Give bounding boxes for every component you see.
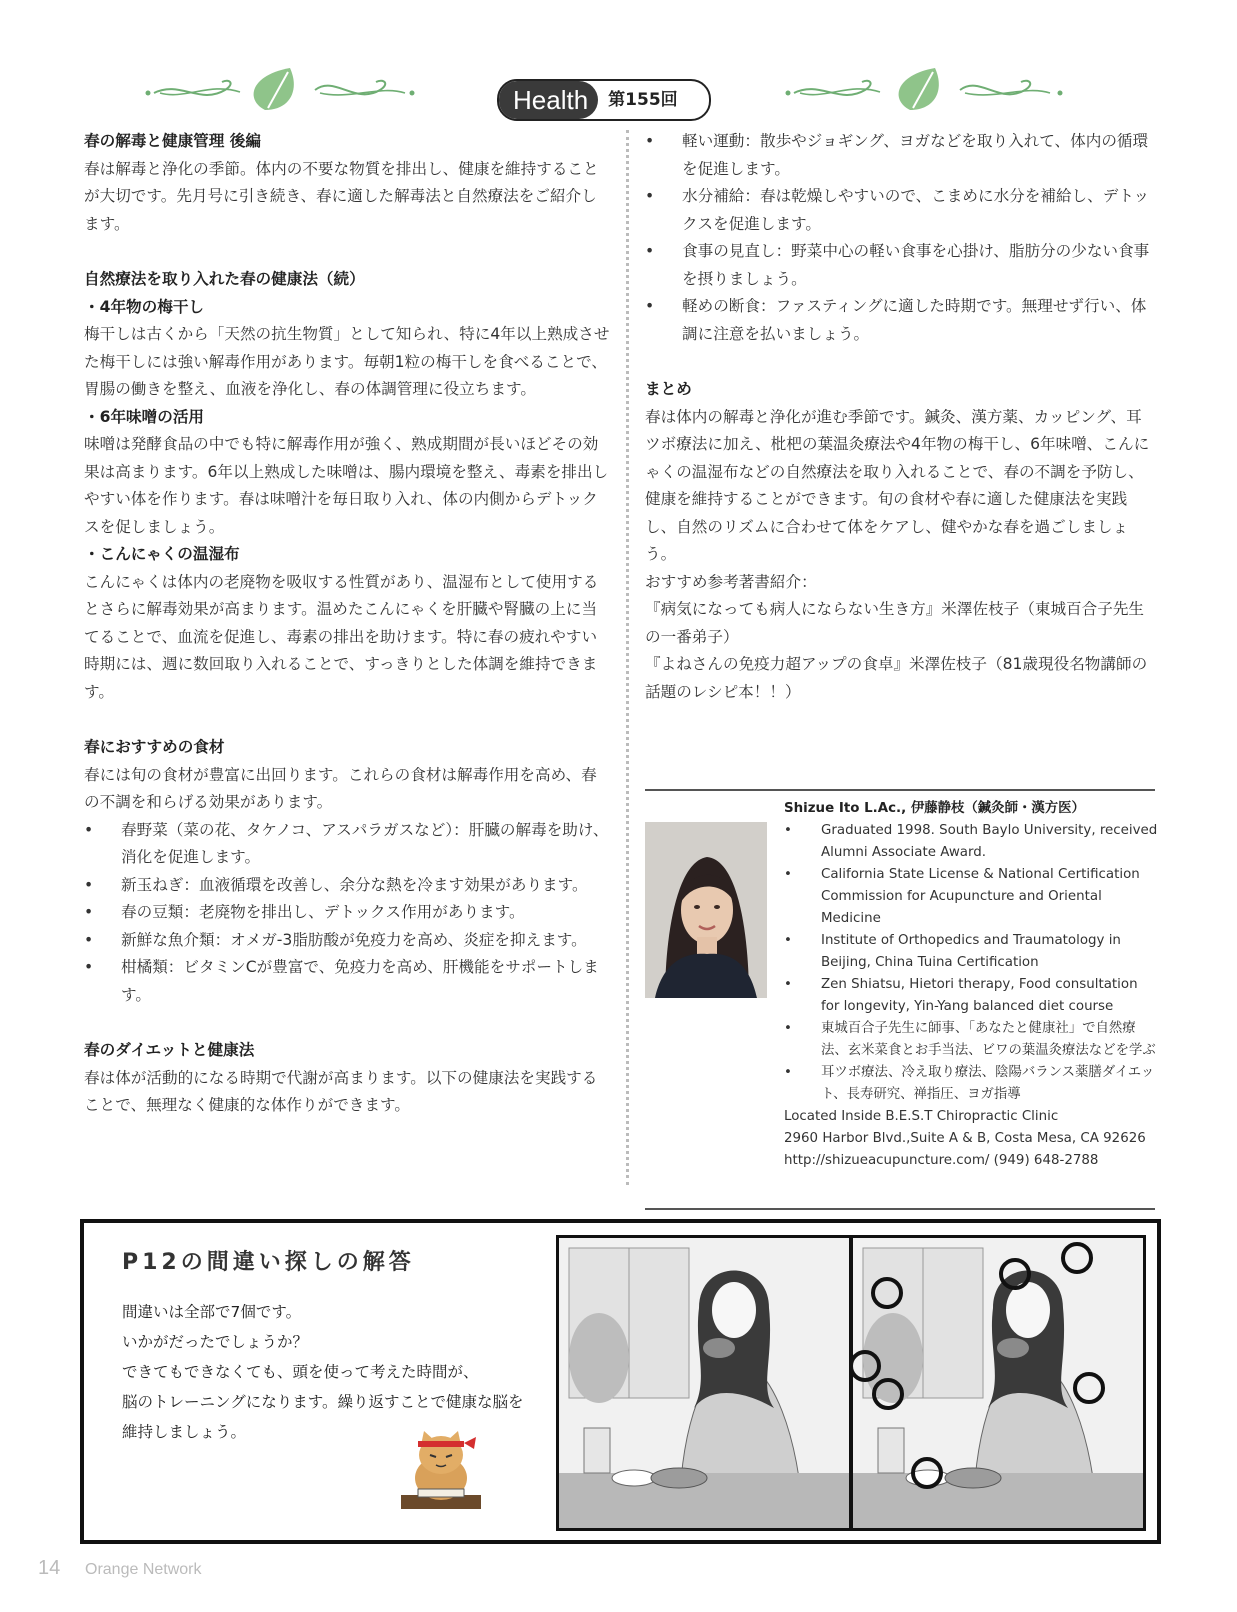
list-item: • 耳ツボ療法、冷え取り療法、陰陽バランス薬膳ダイエット、長寿研究、禅指圧、ヨガ指導: [784, 1062, 1159, 1106]
quiz-line: できてもできなくても、頭を使って考えた時間が、: [122, 1363, 479, 1381]
food-paragraph: 春には旬の食材が豊富に出回ります。これらの食材は解毒作用を高め、春の不調を和らげる効果があります。: [84, 765, 597, 811]
author-name: Shizue Ito L.Ac., 伊藤静枝（鍼灸師・漢方医）: [784, 801, 1085, 816]
publication-name: Orange Network: [85, 1561, 202, 1578]
intro-heading: 春の解毒と健康管理 後編: [84, 132, 261, 150]
quiz-title: P12の間違い探しの解答: [122, 1250, 415, 1275]
book-recommendation-1: 『病気になっても病人にならない生き方』米澤佐枝子（東城百合子先生の一番弟子）: [645, 600, 1145, 646]
left-column: [84, 128, 612, 1120]
issue-number: 第155回: [608, 90, 678, 110]
page-number: 14: [38, 1557, 61, 1579]
konnyaku-paragraph: こんにゃくは体内の老廃物を吸収する性質があり、温湿布として使用するとさらに解毒効果が高まります。温めたこんにゃくを肝臓や腎臓の上に当てることで、血流を促進し、毒素の排出を助けます。特に春の疲れやすい時期には、週に数回取り入れることで、すっきりとした体調を維持できます。: [84, 572, 599, 701]
credentials-list: [784, 820, 1159, 1106]
konnyaku-heading: ・こんにゃくの温湿布: [84, 545, 240, 563]
list-item: • 食事の見直し：野菜中心の軽い食事を心掛け、脂肪分の少ない食事を摂りましょう。: [645, 238, 1150, 293]
list-item: • Institute of Orthopedics and Traumatology in Beijing, China Tuina Certification: [784, 930, 1159, 974]
list-item: • 柑橘類：ビタミンCが豊富で、免疫力を高め、肝機能をサポートします。: [84, 954, 612, 1009]
vine-ornament-right: [780, 60, 1070, 120]
natural-remedies-heading: 自然療法を取り入れた春の健康法（続）: [84, 270, 365, 288]
vine-ornament-left: [140, 60, 420, 120]
profile-top-rule: [645, 789, 1155, 791]
clinic-contact: http://shizueacupuncture.com/ (949) 648-2788: [784, 1153, 1099, 1168]
diet-paragraph: 春は体が活動的になる時期で代謝が高まります。以下の健康法を実践することで、無理なく健康的な体作りができます。: [84, 1068, 598, 1114]
summary-paragraph: 春は体内の解毒と浄化が進む季節です。鍼灸、漢方薬、カッピング、耳ツボ療法に加え、枇杷の葉温灸療法や4年物の梅干し、6年味噌、こんにゃくの温湿布などの自然療法を取り入れることで、春の不調を予防し、健康を維持することができます。旬の食材や春に適した健康法を実践し、自然のリズムに合わせて体をケアし、健やかな春を過ごしましょう。: [645, 407, 1150, 563]
list-item: • California State License & National Certification Commission for Acupuncture and Oriental Medicine: [784, 864, 1159, 930]
list-item: • 軽めの断食：ファスティングに適した時期です。無理せず行い、体調に注意を払いましょう。: [645, 293, 1150, 348]
spot-the-difference-answer: [80, 1219, 1161, 1544]
column-divider: [626, 130, 629, 1185]
quiz-line: いかがだったでしょうか？: [122, 1333, 309, 1351]
right-column: [645, 128, 1150, 706]
quiz-line: 脳のトレーニングになります。繰り返すことで健康な脳を: [122, 1393, 524, 1411]
list-item: • 新玉ねぎ：血液循環を改善し、余分な熱を冷ます効果があります。: [84, 872, 612, 900]
list-item: • Graduated 1998. South Baylo University, received Alumni Associate Award.: [784, 820, 1159, 864]
umeboshi-heading: ・4年物の梅干し: [84, 297, 205, 316]
umeboshi-paragraph: 梅干しは古くから「天然の抗生物質」として知られ、特に4年以上熟成させた梅干しには強い解毒作用があります。毎朝1粒の梅干しを食べることで、胃腸の働きを整え、血液を浄化し、春の体調管理に役立ちます。: [84, 325, 610, 398]
section-badge: [497, 79, 711, 121]
food-list: [84, 817, 612, 1010]
diet-heading: 春のダイエットと健康法: [84, 1041, 255, 1059]
miso-heading: ・6年味噌の活用: [84, 407, 205, 426]
list-item: • 春野菜（菜の花、タケノコ、アスパラガスなど）：肝臓の解毒を助け、消化を促進します。: [84, 817, 612, 872]
books-label: おすすめ参考著書紹介：: [645, 572, 817, 591]
diet-list: [645, 128, 1150, 348]
puzzle-image-answer: [850, 1235, 1146, 1531]
list-item: • 春の豆類：老廃物を排出し、デトックス作用があります。: [84, 899, 612, 927]
puzzle-image-original: [556, 1235, 852, 1531]
profile-bottom-rule: [645, 1208, 1155, 1210]
author-photo: [645, 822, 767, 998]
clinic-address: 2960 Harbor Blvd.,Suite A & B, Costa Mesa, CA 92626: [784, 1131, 1146, 1146]
intro-paragraph: 春は解毒と浄化の季節。体内の不要な物質を排出し、健康を維持することが大切です。先月号に引き続き、春に適した解毒法と自然療法をご紹介します。: [84, 159, 599, 233]
miso-paragraph: 味噌は発酵食品の中でも特に解毒作用が強く、熟成期間が長いほどその効果は高まります。6年以上熟成した味噌は、腸内環境を整え、毒素を排出しやすい体を作ります。春は味噌汁を毎日取り入れ、体の内側からデトックスを促しましょう。: [84, 435, 609, 536]
quiz-line: 間違いは全部で7個です。: [122, 1303, 302, 1321]
section-name: Health: [499, 81, 598, 119]
studying-cat-illustration: [396, 1423, 486, 1513]
quiz-line: 維持しましょう。: [122, 1423, 247, 1441]
book-recommendation-2: 『よねさんの免疫力超アップの食卓』米澤佐枝子（81歳現役名物講師の話題のレシピ本！！）: [645, 655, 1148, 701]
list-item: • 水分補給：春は乾燥しやすいので、こまめに水分を補給し、デトックスを促進します。: [645, 183, 1150, 238]
author-profile: [784, 798, 1159, 1172]
food-heading: 春におすすめの食材: [84, 738, 225, 756]
clinic-location: Located Inside B.E.S.T Chiropractic Clinic: [784, 1109, 1059, 1124]
list-item: • Zen Shiatsu, Hietori therapy, Food consultation for longevity, Yin-Yang balanced diet course: [784, 974, 1159, 1018]
list-item: • 軽い運動：散歩やジョギング、ヨガなどを取り入れて、体内の循環を促進します。: [645, 128, 1150, 183]
list-item: • 東城百合子先生に師事、「あなたと健康社」で自然療法、玄米菜食とお手当法、ビワの葉温灸療法などを学ぶ: [784, 1018, 1159, 1062]
summary-heading: まとめ: [645, 380, 692, 398]
list-item: • 新鮮な魚介類：オメガ-3脂肪酸が免疫力を高め、炎症を抑えます。: [84, 927, 612, 955]
